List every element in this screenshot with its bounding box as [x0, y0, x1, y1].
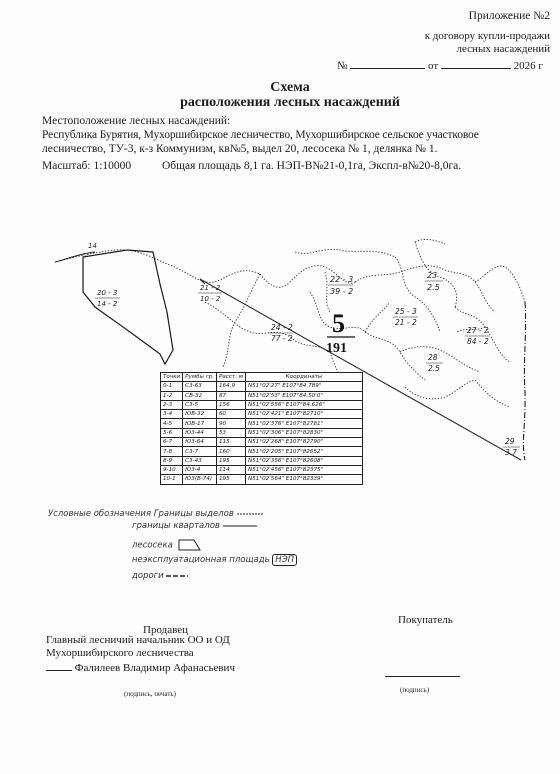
- cell-points: 9-10: [161, 465, 183, 474]
- buyer-signature-blank: [385, 676, 460, 677]
- cell-coordinates: N51°02'456" E107°82375": [246, 465, 363, 474]
- cell-coordinates: N51°02'205" E107°82652": [246, 447, 363, 456]
- legend-item-quarters: [132, 521, 257, 531]
- cell-coordinates: N51°02'564" E107°82339": [246, 475, 363, 484]
- table-row: [161, 391, 363, 400]
- stand-28-bottom: 2.5: [428, 364, 440, 373]
- legend-item-nonoperational: [132, 555, 297, 565]
- legend-item-cutting-area: [132, 538, 202, 552]
- stand-24-top: 24 - 2: [271, 323, 293, 332]
- cell-distance: 90: [217, 419, 246, 428]
- corner-14-label: 14: [88, 242, 97, 250]
- cell-bearing: Ю3-4: [183, 465, 217, 474]
- cell-coordinates: N51°02'27" E107°84.789": [246, 382, 363, 391]
- stand-21-top: 21 - 2: [200, 284, 221, 292]
- seller-position: Главный лесничий начальник ОО и ОД: [46, 634, 230, 646]
- date-blank: [441, 68, 511, 69]
- legend-quarter-symbol: [223, 523, 257, 529]
- cell-bearing: Ю3-64: [183, 438, 217, 447]
- stand-27-bottom: 84 - 2: [467, 337, 489, 346]
- buyer-title: Покупатель: [398, 614, 453, 626]
- cell-distance: 60: [217, 410, 246, 419]
- cell-bearing: С3-5: [183, 400, 217, 409]
- cell-bearing: С3-63: [183, 382, 217, 391]
- cell-distance: 53: [217, 428, 246, 437]
- quarter-label: [326, 309, 355, 356]
- table-row: [161, 456, 363, 465]
- cell-points: 3-4: [161, 410, 183, 419]
- table-row: [161, 382, 363, 391]
- legend-road-symbol: [166, 573, 188, 579]
- cell-points: 4-5: [161, 419, 183, 428]
- contract-number-line: [337, 60, 543, 72]
- coordinates-table-body: [161, 382, 363, 484]
- appendix-number: Приложение №2: [468, 10, 550, 22]
- cell-bearing: С3-7: [183, 447, 217, 456]
- seller-organization: Мухоршибирского лесничества: [46, 647, 194, 659]
- cell-coordinates: N51°02'306" E107°82830": [246, 428, 363, 437]
- stand-20-bottom: 14 - 2: [97, 300, 118, 308]
- cell-coordinates: N51°02'421" E107°82710": [246, 410, 363, 419]
- cell-bearing: Ю3(В-74): [183, 475, 217, 484]
- cell-distance: 115: [217, 438, 246, 447]
- cell-points: 7-8: [161, 447, 183, 456]
- legend-quarters-label: границы кварталов: [132, 521, 220, 531]
- header-points: Точки: [161, 373, 183, 382]
- cell-points: 1-2: [161, 391, 183, 400]
- cell-points: 0-1: [161, 382, 183, 391]
- legend-nonoperational-label: неэксплуатационная площадь: [132, 555, 270, 565]
- cell-distance: 87: [217, 391, 246, 400]
- quarter-number: 5: [332, 309, 345, 338]
- legend-title: Условные обозначения: [48, 509, 152, 519]
- cell-distance: 164,9: [217, 382, 246, 391]
- stand-21-bottom: 10 - 2: [200, 295, 221, 303]
- seller-name: Фалилеев Владимир Афанасьевич: [74, 662, 235, 674]
- cell-points: 8-9: [161, 456, 183, 465]
- quarter-area: 191: [326, 341, 347, 356]
- stand-25-bottom: 21 - 2: [395, 318, 417, 327]
- header-bearing: Румбы гр.: [183, 373, 217, 382]
- contract-line2: лесных насаждений: [456, 43, 550, 55]
- buyer-sign-note: (подпись): [400, 686, 430, 694]
- cell-bearing: С3-43: [183, 456, 217, 465]
- cell-coordinates: N51°02'53" E107°84.50'0": [246, 391, 363, 400]
- stand-23-top: 23: [427, 271, 438, 280]
- cell-coordinates: N51°02'556" E107°84.626": [246, 400, 363, 409]
- coordinates-table: [160, 372, 363, 485]
- stand-25-top: 25 - 3: [395, 307, 417, 316]
- legend-nep-box: НЭП: [272, 554, 297, 566]
- contract-line1: к договору купли-продажи: [424, 30, 550, 42]
- stand-27-top: 27 - 2: [467, 326, 489, 335]
- location-line1: Республика Бурятия, Мухоршибирское лесничество, Мухоршибирское сельское участковое: [42, 129, 479, 141]
- table-row: [161, 419, 363, 428]
- legend-stand-boundaries-label: Границы выделов: [153, 509, 234, 519]
- table-row: [161, 447, 363, 456]
- seller-name-line: [46, 662, 235, 674]
- cell-coordinates: N51°02'376" E107°82781": [246, 419, 363, 428]
- stand-29-bottom: 3.7: [505, 448, 517, 457]
- stand-28-top: 28: [428, 353, 438, 362]
- header-distance: Расст. м: [217, 373, 246, 382]
- number-prefix: №: [337, 60, 348, 72]
- area-text: Общая площадь 8,1 га. НЭП-В№21-0,1га, Экспл-в№20-8,0га.: [162, 160, 462, 172]
- stand-20-top: 20 - 3: [97, 289, 118, 297]
- table-row: [161, 410, 363, 419]
- cell-points: 10-1: [161, 475, 183, 484]
- cell-points: 2-3: [161, 400, 183, 409]
- number-blank: [350, 68, 425, 69]
- stand-23-bottom: 2.5: [427, 283, 440, 292]
- cell-distance: 195: [217, 456, 246, 465]
- legend-cutting-area-symbol: [176, 538, 202, 552]
- table-row: [161, 400, 363, 409]
- table-row: [161, 475, 363, 484]
- cell-coordinates: N51°02'268" E107°82790": [246, 438, 363, 447]
- table-header-row: [161, 373, 363, 382]
- doc-title-line1: Схема: [270, 80, 310, 95]
- cell-bearing: ЮВ-32: [183, 410, 217, 419]
- cell-points: 6-7: [161, 438, 183, 447]
- cell-points: 5-6: [161, 428, 183, 437]
- year-label: 2026 г: [513, 60, 543, 72]
- stand-22-bottom: 39 - 2: [330, 287, 354, 296]
- table-row: [161, 438, 363, 447]
- legend-item-roads: [132, 571, 188, 581]
- doc-title-line2: расположения лесных насаждений: [180, 95, 400, 110]
- stand-22-top: 22 - 3: [330, 275, 354, 284]
- legend: [48, 509, 263, 519]
- cell-bearing: ЮВ-17: [183, 419, 217, 428]
- table-row: [161, 428, 363, 437]
- legend-stand-boundary-symbol: [237, 511, 263, 517]
- stand-24-bottom: 77 - 2: [271, 334, 293, 343]
- cell-distance: 114: [217, 465, 246, 474]
- coordinates-table-wrap: [160, 372, 363, 485]
- cell-bearing: СВ-32: [183, 391, 217, 400]
- cell-distance: 160: [217, 447, 246, 456]
- stand-29-top: 29: [505, 437, 515, 446]
- table-row: [161, 465, 363, 474]
- cell-bearing: Ю3-44: [183, 428, 217, 437]
- location-line2: лесничество, ТУ-3, к-з Коммунизм, кв№5, выдел 20, лесосека № 1, делянка № 1.: [42, 143, 438, 155]
- from-label: от: [428, 60, 439, 72]
- cell-distance: 195: [217, 475, 246, 484]
- cell-coordinates: N51°02'356" E107°82608": [246, 456, 363, 465]
- legend-roads-label: дороги: [132, 571, 164, 581]
- scale-text: Масштаб: 1:10000: [42, 160, 132, 172]
- location-label: Местоположение лесных насаждений:: [42, 115, 231, 127]
- cell-distance: 156: [217, 400, 246, 409]
- legend-cutting-area-label: лесосека: [132, 540, 173, 551]
- header-coordinates: Координаты: [246, 373, 363, 382]
- seller-sign-note: (подпись, печать): [124, 690, 176, 698]
- seller-title: Продавец: [143, 624, 189, 636]
- seller-signature-blank: [46, 670, 72, 671]
